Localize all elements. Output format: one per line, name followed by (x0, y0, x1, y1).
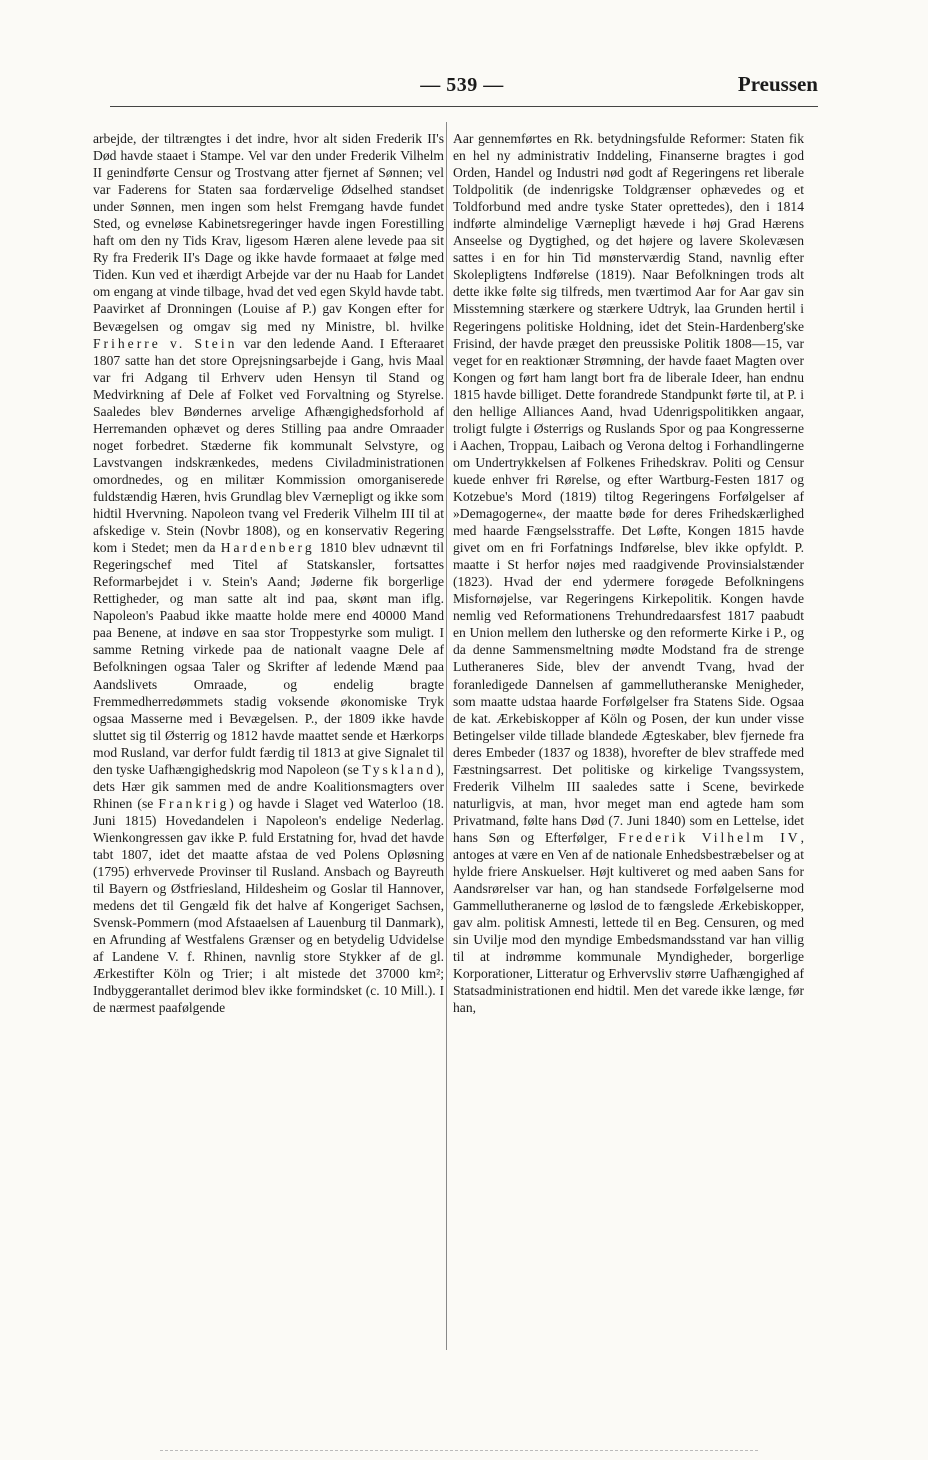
header-rule (110, 106, 818, 107)
spaced-cross-reference: Tyskland (362, 761, 437, 777)
text-run: ) og havde i Slaget ved Waterloo (18. Juni 1815) Hovedandelen i Napoleon's endelige Nederlag. Wienkongressen gav ikke P. fuld Erstatning for, hvad det havde tabt 1807, idet det maatte afstaa de ved Polens Opløsning (1795) erhvervede Provinser til Rusland. Ansbach og Bayreuth til Bayern og Østfriesland, Hildesheim og Goslar til Hannover, medens det til Gengæld fik det halve af Kongeriget Sachsen, Svensk-Pommern (mod Afstaaelsen af Lauenburg til Danmark), en Afrunding af Westfalens Grænser og en betydelig Udvidelse af Landene V. f. Rhinen, navnlig store Stykker af de gl. Ærkestifter Köln og Trier; i alt mistede det 37000 km²; Indbyggerantallet derimod blev ikke formindsket (c. 10 Mill.). I de nærmest paafølgende (93, 795, 444, 1016)
right-column (453, 130, 804, 1016)
text-run: , antoges at være en Ven af de nationale Enhedsbestræbelser og at hylde friere Anskuelser. Højt kultiveret og med aaben Sans for Aandsrørelser var han, og han standsede Forfølgelserne mod Gammellutheranerne og løslod de to fængslede Ærkebiskopper, gav alm. politisk Amnesti, lettede til en Beg. Censuren, og med sin Uvilje mod den myndige Embedsmandsstand var han villig til at indrømme kommunale Myndigheder, borgerlige Korporationer, Litteratur og Erhvervsliv større Uafhængighed af Statsadministrationen end hidtil. Men det varede ikke længe, før han, (453, 829, 804, 1016)
spaced-cross-reference: Frankrig (158, 795, 230, 811)
text-run: Aar gennemførtes en Rk. betydningsfulde Reformer: Staten fik en hel ny administrativ Inddeling, Finanserne bragtes i god Orden, Handel og Industri nød godt af Regeringens ret liberale Toldpolitik (de indenrigske Toldgrænser ophævedes og et Toldforbund med andre tyske Stater oprettedes), den i 1814 indførte almindelige Værnepligt hævede i høj Grad Hærens Anseelse og Dygtighed, og det højere og lavere Skolevæsen sattes i en for hin Tid mønsterværdig Stand, navnlig efter Skolepligtens Indførelse (1819). Naar Befolkningen trods alt dette ikke følte sig tilfreds, men tværtimod Aar for Aar gav sin Misstemning stærkere og stærkere Udtryk, laa Grunden hertil i Regeringens politiske Holdning, idet det Stein-Hardenberg'ske Frisind, der havde præget den preussiske Politik 1808—15, var veget for en reaktionær Strømning, der havde faaet Magten over Kongen og ført ham langt bort fra de liberale Ideer, han endnu 1815 havde billiget. Dette forandrede Standpunkt førte til, at P. i den hellige Alliances Aand, hvad Udenrigspolitikken angaar, troligt fulgte i Østerrigs og Ruslands Spor og paa Kongresserne i Aachen, Troppau, Laibach og Verona deltog i Forhandlingerne om Undertrykkelsen af Folkenes Frihedskrav. Politi og Censur kuede enhver fri Rørelse, og efter Wartburg-Festen 1817 og Kotzebue's Mord (1819) tiltog Regeringens Forfølgelser af »Demagogerne«, der maatte bøde for deres Frihedskærlighed med haarde Fængselsstraffe. Det Løfte, Kongen 1815 havde givet om en fri Forfatnings Indførelse, blev ikke opfyldt. P. maatte i St herfor nøjes med raadgivende Provinsialstænder (1823). Hvad der end ydermere forøgede Befolkningens Misfornøjelse, var Regeringens Kirkepolitik. Kongen havde nemlig ved Reformationens Trehundredaarsfest 1817 paabudt en Union mellem den lutherske og den reformerte Kirke i P., og da denne Sammensmeltning mødte Modstand fra de strenge Lutheraneres Side, blev der anvendt Tvang, hvad der foranledigede Dannelsen af gammellutheranske Menigheder, som maatte udstaa haarde Forfølgelser fra Statens Side. Ogsaa de kat. Ærkebiskopper af Köln og Posen, der kun under visse Betingelser vilde tillade blandede Ægteskaber, blev fjernede fra deres Embeder (1837 og 1838), hvorefter de blev straffede med Fæstningsarrest. Det politiske og kirkelige Tvangssystem, Frederik Vilhelm III saaledes satte i Scene, bevirkede naturligvis, at man, hvor meget man end agtede ham som Privatmand, følte hans Død (7. Juni 1840) som en Lettelse, idet hans Søn og Efterfølger, (453, 131, 804, 845)
right-column-text (453, 130, 804, 1016)
text-run: var den ledende Aand. I Efteraaret 1807 satte han det store Oprejsningsarbejde i Gang, hvis Maal var fri Adgang til Erhverv uden Hensyn til Stand og Medvirkning af Dele af Folket ved Forvaltning og Styrelse. Saaledes blev Bøndernes arvelige Afhængighedsforhold af Herremanden ophævet og deres Stilling paa andre Omraader noget forbedret. Stæderne fik kommunalt Selvstyre, og Lavstvangen indskrænkedes, medens Civiladministrationen omordnedes, og en militær Kommission omorganiserede fuldstændig Hæren, hvis Grundlag blev Værnepligt og ikke som hidtil Hvervning. Napoleon tvang vel Frederik Vilhelm III til at afskedige v. Stein (Novbr 1808), og en konservativ Regering kom i Stedet; men da (93, 335, 444, 556)
left-column (93, 130, 444, 1016)
column-divider (446, 122, 447, 1350)
spaced-name: Frederik Vilhelm IV (618, 829, 801, 845)
spaced-name: Hardenberg (220, 540, 315, 556)
page-header (110, 72, 818, 104)
running-head: Preussen (737, 72, 818, 96)
text-run: 1810 blev udnævnt til Regeringschef med Titel af Statskansler, fortsattes Reformarbejdet i v. Stein's Aand; Jøderne fik borgerlige Rettigheder, og man satte alt ind paa, skønt man iflg. Napoleon's Paabud ikke maatte holde mere end 40000 Mand paa Benene, at indøve en saa stor Troppestyrke som muligt. I samme Retning virkede paa de nationalt vaagne Dele af Befolkningen ogsaa Taler og Skrifter af ledende Mænd paa Aandslivets Omraade, og endelig bragte Fremmedherredømmets stadig voksende økonomiske Tryk ogsaa Masserne med i Bevægelsen. P., der 1809 ikke havde sluttet sig til Østerrig og 1812 havde maattet sende et Hærkorps mod Rusland, var derfor fuldt færdig til 1813 at give Signalet til den tyske Uafhængighedskrig mod Napoleon (se (93, 540, 444, 777)
text-run: ), dets Hær gik sammen med de andre Koalitionsmagters over Rhinen (se (93, 761, 444, 811)
left-column-text (93, 130, 444, 1016)
bottom-edge-mark (160, 1450, 758, 1451)
page-number: — 539 — (420, 74, 504, 96)
text-run: arbejde, der tiltrængtes i det indre, hvor alt siden Frederik II's Død havde staaet i Stampe. Vel var den under Frederik Vilhelm II genindførte Censur og Trostvang atter fjernet af Sønnen; vel var Faderens for Staten saa fordærvelige Ødselhed standset under Sønnen, men ingen som helst Fremgang havde fundet Sted, og evneløse Kabinetsregeringer havde ingen Forestilling haft om den ny Tids Krav, ligesom Hæren alene levede paa sit Ry fra Frederik II's Dage og ikke havde formaaet at følge med Tiden. Kun ved et ihærdigt Arbejde var der nu Haab for Landet om engang at vinde tilbage, hvad det ved egen Skyld havde tabt. Paavirket af Dronningen (Louise af P.) gav Kongen efter for Bevægelsen og omgav sig med ny Ministre, bl. hvilke (93, 131, 444, 334)
spaced-name: Friherre v. Stein (93, 335, 238, 351)
